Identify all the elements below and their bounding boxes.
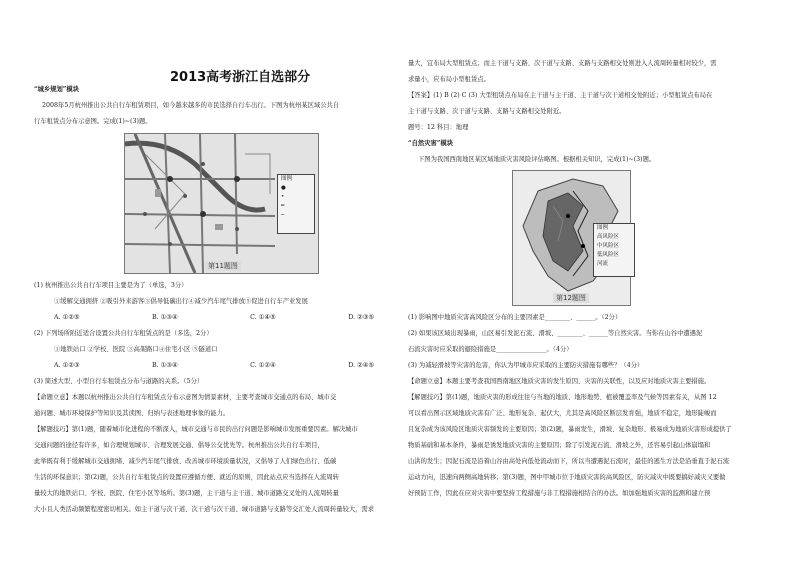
choice-b: B. ①③④	[152, 314, 178, 321]
choice-a: A. ①②⑤	[54, 314, 80, 321]
choice-a: A. ①②③	[54, 362, 80, 369]
question-1: (1) 影响图中地质灾害高风险区分布的主要因素是________、______。（2分）	[408, 314, 622, 321]
analysis-line: 生活的环保意识；第(2)题，公共自行车租赁点的设置应遵循方便、就近的原则，因此站点应当选择在人流周转	[34, 474, 339, 481]
map-legend	[277, 174, 315, 234]
bike-rental-map-figure	[124, 133, 319, 274]
intro-line: 行车租赁点分布示意图。完成(1)~(3)题。	[34, 118, 152, 125]
legend-item: 低风险区	[597, 252, 620, 258]
analysis-line: 【命题立意】本题以杭州推出公共自行车租赁点分布示意图为情景素材，主要考查城市交通点的布局、城市交	[34, 394, 337, 401]
question-1-options: ①缓解交通拥挤 ②吸引外来游客③倡导低碳出行④减少汽车尾气排放⑤促进自行车产业发展	[54, 298, 308, 305]
question-1: (1) 杭州推出公共自行车项目主要是为了（单选，3分）	[34, 282, 188, 289]
question-2: (2) 下列场所附近适合设置公共自行车租赁点的是（多选，2分）	[34, 330, 213, 337]
analysis-line: 量较大的地铁站口、学校、医院、住宅小区等场所。第(3)题，主干道与主干道、城市道路交叉处的人流周转量	[34, 490, 339, 497]
question-2-choices	[54, 360, 374, 372]
question-2: (2) 如果该区域出现暴雨，山区易引发泥石流、滑坡、________、______等自然灾害。当你在山谷中遭遇泥	[408, 330, 703, 337]
question-3: (3) 简述大型、小型自行车租赁点分布与道路的关系。（5分）	[34, 378, 204, 385]
intro-line: 2008年5月杭州推出公共自行车租赁项目，如今越来越多的市民选择自行车出行。下图为杭州某区域公共自	[42, 102, 340, 109]
hazard-legend	[593, 223, 635, 277]
analysis-line: 交通问题的途径有许多，如合理规划城市、合理发展交通、倡导公交优先等。杭州推出公共自行车项目，	[34, 442, 324, 449]
choice-b: B. ①③④	[152, 362, 178, 369]
analysis-line: 且复杂成为该风险区地质灾害频发的主要原因；第(2)题，暴雨发生，滑坡、复杂地形、极易成为地质灾害形成提供了	[408, 426, 732, 433]
analysis-line: 物质基础和基本条件，暴雨是诱发地质灾害的主要原因；除了引发泥石流、滑坡之外，还容易引起山体崩塌和	[408, 442, 711, 449]
answer-line: 【答案】(1) B (2) C (3) 大型租赁点布局在主干道与主干道、主干道与次干道相交处附近；小型租赁点布局在	[408, 92, 713, 99]
continuation-line: 求量小，应布局小型租赁点。	[408, 76, 490, 83]
analysis-line: 【解题技巧】第(1)题，地质灾害的形成往往与当地的地质、地形地势、植被覆盖率及气候等因素有关，从图 12	[408, 394, 717, 401]
legend-title: 图例	[597, 225, 609, 231]
subject-label: 题号：12 科目：地理	[408, 124, 469, 131]
question-1-choices	[54, 312, 374, 324]
analysis-line: 山洪的发生；因泥石流是沿着山谷由高处向低处流动而下，所以当遭遇泥石流时，最佳的逃生方法是沿垂直于泥石流	[408, 458, 730, 465]
analysis-line: 大小且人类活动频繁程度密切相关。如主干道与次干道、次干道与次干道、城市道路与支路等交汇处人流周转量较大，需求	[34, 506, 375, 513]
figure-caption: 第12题图	[553, 293, 589, 303]
legend-item: 中风险区	[597, 243, 620, 249]
legend-item: 河流	[597, 261, 609, 267]
question-2-options: ①地铁站口 ②学校、医院 ③高架路口④住宅小区 ⑤隧道口	[54, 346, 218, 353]
legend-item: 高风险区	[597, 234, 620, 240]
module-label: “城乡规划”模块	[34, 86, 80, 93]
analysis-line: 可以看出图示区域地质灾害有广泛、地形复杂、起伏大，尤其是高风险区断层发育强，地质不稳定，地形陡峻而	[408, 410, 717, 417]
question-3: (3) 为减轻滑坡等灾害的危害，你认为甲城市应采取的主要防灾措施有哪些？（4分）	[408, 362, 644, 369]
choice-c: C. ①②④	[250, 362, 276, 369]
analysis-line: 好预防工作，因此在应对灾害中要坚持工程措施与非工程措施相结合的办法。如加强地质灾害的监测和建立预	[408, 490, 711, 497]
legend-item: ━	[281, 203, 285, 209]
figure-caption: 第11题图	[205, 261, 241, 271]
choice-d: D. ②③⑤	[348, 314, 374, 321]
analysis-line: 此举既有利于缓解城市交通拥堵、减少汽车尾气排放、改善城市环境质量状况，又倡导了人们绿色出行、低碳	[34, 458, 337, 465]
legend-item: ●	[281, 185, 286, 191]
question-2-cont: 石流灾害时应采取的避险措施是________________。（4分）	[408, 346, 573, 353]
page-title: 2013高考浙江自选部分	[170, 70, 311, 85]
legend-title: 图例	[281, 176, 293, 182]
legend-item: •	[281, 194, 285, 200]
choice-d: D. ②④⑤	[348, 362, 374, 369]
analysis-line: 运动方向，迅速向两侧高地转移；第(3)题，图中甲城市位于地质灾害的高风险区，防灾减灾中既要搞好减灾又要做	[408, 474, 726, 481]
analysis-line: 通问题、城市环境保护等知识及其读图、归纳与表述地理事象的能力。	[34, 410, 230, 417]
module-label: “自然灾害”模块	[408, 140, 454, 147]
geohazard-map-figure	[512, 170, 631, 306]
analysis-line: 【解题技巧】第(1)题，随着城市化进程的不断深入，城市交通与市民的出行问题是影响城市发展重要因素。解决城市	[34, 426, 358, 433]
intro-line: 下图为我国西南地区某区域地质灾害风险评估略图。根据相关知识，完成(1)~(3)题。	[418, 156, 656, 163]
continuation-line: 量大，宜布局大型租赁点；而主干道与支路、次干道与支路、支路与支路相交处则进入人流周转量相对较少，需	[408, 60, 717, 67]
answer-line: 主干道与支路、次干道与支路、支路与支路相交处附近。	[408, 108, 566, 115]
choice-c: C. ①④⑤	[250, 314, 276, 321]
analysis-line: 【命题立意】本题主要考查我国西南地区地质灾害的发生原因、灾害的关联性，以及应对地质灾害主要措施。	[408, 378, 711, 385]
legend-item: ─	[281, 212, 285, 218]
